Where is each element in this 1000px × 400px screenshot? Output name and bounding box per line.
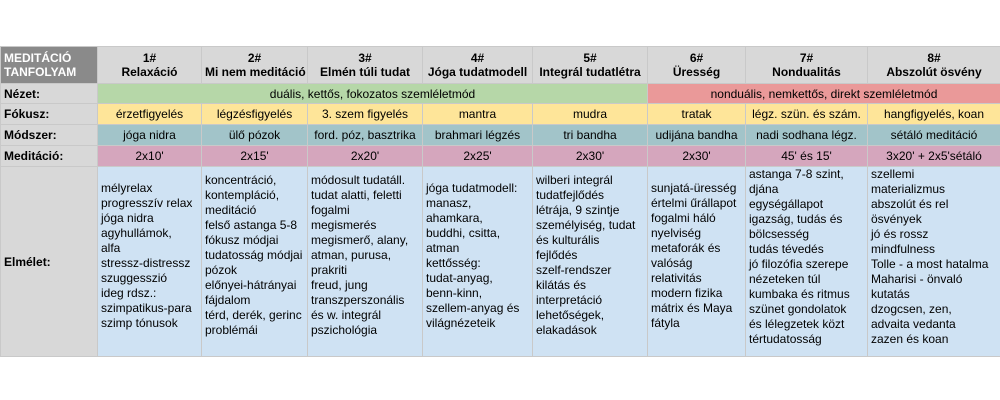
theory-line: zazen és koan: [871, 332, 949, 346]
theory-line: és w. integrál: [311, 308, 382, 322]
theory-line: ösvények: [871, 212, 922, 226]
column-header-1[interactable]: [98, 47, 202, 84]
theory-line: pszichológia: [311, 323, 378, 337]
column-number: 2#: [247, 51, 262, 65]
meditacio-cell[interactable]: 45' és 15': [746, 146, 868, 167]
theory-line: elakadások: [536, 323, 597, 337]
theory-line: jóga tudatmodell:: [426, 181, 518, 195]
fokusz-cell[interactable]: tratak: [648, 104, 746, 125]
theory-line: koncentráció,: [205, 173, 277, 187]
row-label-fokusz: Fókusz:: [1, 104, 98, 125]
column-number: 5#: [583, 51, 597, 65]
theory-line: djána: [749, 182, 779, 196]
theory-line: meditáció: [205, 203, 257, 217]
theory-line: atman: [426, 241, 460, 255]
theory-line: stressz-distressz: [101, 256, 191, 270]
modszer-row: [1, 125, 1000, 146]
column-number: 7#: [799, 51, 814, 65]
row-label-elmelet: Elmélet:: [1, 167, 98, 357]
theory-line: wilberi integrál: [536, 173, 613, 187]
theory-line: prakriti: [311, 263, 348, 277]
column-name: Üresség: [672, 65, 721, 79]
fokusz-row: [1, 104, 1000, 125]
fokusz-cell[interactable]: légz. szün. és szám.: [746, 104, 868, 125]
theory-line: agyhullámok,: [101, 226, 172, 240]
column-header-3[interactable]: [308, 47, 423, 84]
theory-line: relativitás: [651, 271, 702, 285]
theory-line: kilátás és: [536, 278, 587, 292]
theory-line: létrája, 9 szintje: [536, 203, 620, 217]
meditacio-cell[interactable]: 2x20': [308, 146, 423, 167]
theory-line: tudatfejlődés: [536, 188, 605, 202]
fokusz-cell[interactable]: hangfigyelés, koan: [868, 104, 1000, 125]
theory-line: módosult tudatáll.: [311, 173, 406, 187]
elmelet-cell[interactable]: [423, 167, 533, 357]
elmelet-row: [1, 167, 1000, 357]
elmelet-cell[interactable]: [648, 167, 746, 357]
corner-title-line-2: TANFOLYAM: [4, 65, 77, 79]
theory-line: szellemi: [871, 167, 915, 181]
column-number: 8#: [927, 51, 941, 65]
column-number: 4#: [470, 51, 485, 65]
theory-line: alfa: [101, 241, 121, 255]
theory-line: tudat-anyag,: [426, 271, 493, 285]
theory-line: szimpatikus-para: [101, 301, 192, 315]
theory-line: fájdalom: [205, 293, 251, 307]
elmelet-cell[interactable]: [202, 167, 308, 357]
course-table: [0, 46, 1000, 357]
theory-line: fogalmi: [311, 203, 350, 217]
column-name: Abszolút ösvény: [886, 65, 982, 79]
theory-line: szimp tónusok: [101, 316, 178, 330]
theory-line: Tolle - a most hatalma: [871, 257, 989, 271]
modszer-cell[interactable]: nadi sodhana légz.: [746, 125, 868, 146]
theory-line: előnyei-hátrányai: [205, 278, 297, 292]
theory-line: fejlődés: [536, 248, 578, 262]
theory-line: fátyla: [651, 316, 680, 330]
meditacio-cell[interactable]: 2x30': [648, 146, 746, 167]
column-header-8[interactable]: [868, 47, 1000, 84]
theory-line: astanga 7-8 szint,: [749, 167, 844, 181]
theory-line: dzogcsen, zen,: [871, 302, 952, 316]
theory-line: transzperszonális: [311, 293, 405, 307]
theory-line: világnézeteik: [426, 316, 496, 330]
theory-line: nyelviség: [651, 226, 702, 240]
theory-line: fókusz módjai: [205, 233, 279, 247]
column-number: 6#: [689, 51, 704, 65]
meditacio-cell[interactable]: 2x15': [202, 146, 308, 167]
column-header-7[interactable]: [746, 47, 868, 84]
nezet-dual-cell[interactable]: duális, kettős, fokozatos szemléletmód: [98, 84, 648, 104]
theory-line: felső astanga 5-8: [205, 218, 298, 232]
elmelet-cell[interactable]: [98, 167, 202, 357]
corner-title: [1, 47, 98, 84]
theory-line: egységállapot: [749, 197, 824, 211]
column-name: Elmén túli tudat: [320, 65, 410, 79]
theory-line: fogalmi háló: [651, 211, 716, 225]
nezet-nondual-cell[interactable]: nonduális, nemkettős, direkt szemléletmód: [648, 84, 1000, 104]
theory-line: metaforák és: [651, 241, 721, 255]
fokusz-cell[interactable]: légzésfigyelés: [202, 104, 308, 125]
meditacio-cell[interactable]: 2x10': [98, 146, 202, 167]
theory-line: tudatosság módjai: [205, 248, 303, 262]
elmelet-cell[interactable]: [746, 167, 868, 357]
theory-line: materializmus: [871, 182, 946, 196]
theory-line: megismerés: [311, 218, 377, 232]
theory-line: pózok: [205, 263, 238, 277]
theory-line: jó filozófia szerepe: [749, 257, 849, 271]
theory-line: manasz,: [426, 196, 472, 210]
theory-line: kumbaka és ritmus: [749, 287, 850, 301]
fokusz-cell[interactable]: mantra: [423, 104, 533, 125]
column-name: Mi nem meditáció: [205, 65, 306, 79]
theory-line: advaita vedanta: [871, 317, 956, 331]
theory-line: kontempláció,: [205, 188, 280, 202]
modszer-cell[interactable]: brahmari légzés: [423, 125, 533, 146]
theory-line: megismerő, alany,: [311, 233, 409, 247]
theory-line: abszolút és rel: [871, 197, 949, 211]
column-header-2[interactable]: [202, 47, 308, 84]
theory-line: benn-kinn,: [426, 286, 483, 300]
theory-line: buddhi, csitta,: [426, 226, 501, 240]
corner-title-line-1: MEDITÁCIÓ: [4, 51, 72, 65]
theory-line: tértudatosság: [749, 332, 822, 346]
elmelet-cell[interactable]: [868, 167, 1000, 357]
fokusz-cell[interactable]: 3. szem figyelés: [308, 104, 423, 125]
theory-line: jó és rossz: [871, 227, 929, 241]
column-name: Jóga tudatmodell: [427, 65, 528, 79]
column-header-5[interactable]: [533, 47, 648, 84]
elmelet-cell[interactable]: [533, 167, 648, 357]
theory-line: személyiség, tudat: [536, 218, 636, 232]
theory-line: sunjatá-üresség: [651, 181, 737, 195]
theory-line: modern fizika: [651, 286, 723, 300]
theory-line: atman, purusa,: [311, 248, 392, 262]
column-name: Integrál tudatlétra: [539, 65, 641, 79]
theory-line: jóga nidra: [101, 211, 154, 225]
theory-line: interpretáció: [536, 293, 603, 307]
meditacio-row: [1, 146, 1000, 167]
modszer-cell[interactable]: ford. póz, basztrika: [308, 125, 423, 146]
theory-line: tudat alatti, feletti: [311, 188, 402, 202]
fokusz-cell[interactable]: mudra: [533, 104, 648, 125]
modszer-cell[interactable]: udijána bandha: [648, 125, 746, 146]
meditacio-cell[interactable]: 3x20' + 2x5'sétáló: [868, 146, 1000, 167]
theory-line: szellem-anyag és: [426, 301, 520, 315]
theory-line: és lélegzetek közt: [749, 317, 845, 331]
theory-line: mindfulness: [871, 242, 936, 256]
header-row: [1, 47, 1000, 84]
theory-line: bölcsesség: [749, 227, 810, 241]
theory-line: és kulturális: [536, 233, 600, 247]
theory-line: ideg rdsz.:: [101, 286, 157, 300]
theory-line: problémái: [205, 323, 258, 337]
nezet-row: [1, 84, 1000, 104]
theory-line: valóság: [651, 256, 693, 270]
theory-line: szünet gondolatok: [749, 302, 847, 316]
theory-line: értelmi űrállapot: [651, 196, 737, 210]
column-number: 3#: [358, 51, 372, 65]
column-header-6[interactable]: [648, 47, 746, 84]
modszer-cell[interactable]: tri bandha: [533, 125, 648, 146]
theory-line: szelf-rendszer: [536, 263, 612, 277]
column-name: Relaxáció: [121, 65, 178, 79]
modszer-cell[interactable]: sétáló meditáció: [868, 125, 1000, 146]
theory-line: freud, jung: [311, 278, 368, 292]
theory-line: progresszív relax: [101, 196, 193, 210]
meditacio-cell[interactable]: 2x30': [533, 146, 648, 167]
modszer-cell[interactable]: ülő pózok: [202, 125, 308, 146]
theory-line: mátrix és Maya: [651, 301, 733, 315]
theory-line: lehetőségek,: [536, 308, 605, 322]
modszer-cell[interactable]: jóga nidra: [98, 125, 202, 146]
column-number: 1#: [142, 51, 157, 65]
elmelet-cell[interactable]: [308, 167, 423, 357]
row-label-nezet: Nézet:: [1, 84, 98, 104]
theory-line: nézeteken túl: [749, 272, 821, 286]
theory-line: igazság, tudás és: [749, 212, 843, 226]
fokusz-cell[interactable]: érzetfigyelés: [98, 104, 202, 125]
column-name: Nondualitás: [772, 65, 841, 79]
row-label-meditacio: Meditáció:: [1, 146, 98, 167]
row-label-modszer: Módszer:: [1, 125, 98, 146]
column-header-4[interactable]: [423, 47, 533, 84]
meditacio-cell[interactable]: 2x25': [423, 146, 533, 167]
theory-line: térd, derék, gerinc: [205, 308, 302, 322]
theory-line: kettősség:: [426, 256, 481, 270]
theory-line: tudás tévedés: [749, 242, 824, 256]
theory-line: mélyrelax: [101, 181, 153, 195]
theory-line: kutatás: [871, 287, 910, 301]
theory-line: ahamkara,: [426, 211, 483, 225]
theory-line: Maharisi - önvaló: [871, 272, 963, 286]
theory-line: szuggesszió: [101, 271, 168, 285]
